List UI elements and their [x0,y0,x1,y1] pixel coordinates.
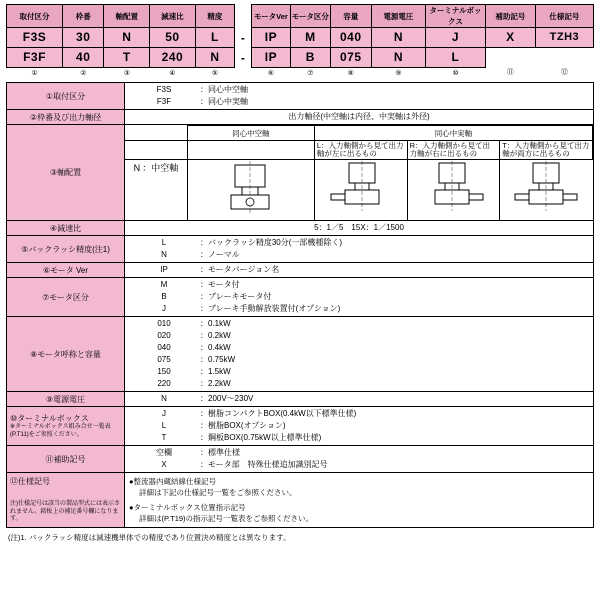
code-row-2 [7,48,594,68]
code-row-1 [7,28,594,48]
code-num-4: ④ [169,69,176,77]
code-dash-2: - [240,50,245,65]
code-value-terminal-2: L [425,48,485,68]
term-val-t: ：鋼板BOX(0.75kW以上標準仕様) [200,433,322,442]
table-row-motor-type [7,278,594,317]
solid-shaft-right-diagram-icon [415,161,491,213]
row-label-shaft: ③軸配置 [7,125,125,221]
code-header-row [7,5,594,28]
code-header-motor-type: モータ区分 [291,5,330,28]
axis-drawing-row [125,160,593,221]
axis-symbol-label: ：中空軸 [142,163,179,173]
voltage-val-n: ：200V〜230V [200,394,254,403]
cap-val-020: ：0.2kW [200,331,231,340]
axis-arrangement-table [125,125,593,220]
code-dash-1: - [240,30,245,45]
code-header-shaft: 軸配置 [104,5,150,28]
row-label-ratio: ④減速比 [7,221,125,236]
code-value-voltage-1: N [371,28,425,48]
code-value-motor-type-1: M [291,28,330,48]
code-num-11: ⑪ [506,69,514,77]
axis-drawing-left [314,160,407,221]
code-value-frame-1: 30 [63,28,104,48]
cap-key-150: 150 [157,367,171,376]
axis-header-hollow: 同心中空軸 [187,126,314,141]
code-header-terminal-box: ターミナルボックス [425,5,485,28]
mount-val-f3f: ：同心中実軸 [200,97,248,106]
backlash-key-n: N [161,250,167,259]
cap-key-040: 040 [157,343,171,352]
cap-val-010: ：0.1kW [200,319,231,328]
row-label-spec [7,473,125,528]
axis-note-right: R：入力軸側から見て出力軸が右に出るもの [407,141,500,160]
table-row-motor-ver [7,263,594,278]
code-value-ratio-1: 50 [150,28,196,48]
code-value-motor-ver-1: IP [251,28,290,48]
row-label-backlash: ⑤バックラッシ精度(注1) [7,236,125,263]
cap-key-075: 075 [157,355,171,364]
axis-note-left: L：入力軸側から見て出力軸が左に出るもの [314,141,407,160]
row-value-motor-ver [125,263,594,278]
aux-val-x: ：モータ部 特殊仕様追加識別記号 [200,460,328,469]
cap-val-075: ：0.75kW [200,355,236,364]
code-header-frame: 枠番 [63,5,104,28]
code-value-spec-2 [535,48,593,68]
solid-shaft-left-diagram-icon [323,161,399,213]
axis-drawing-hollow [187,160,314,221]
row-label-motor-ver: ⑥モータ Ver [7,263,125,278]
code-value-terminal-1: J [425,28,485,48]
table-row-ratio [7,221,594,236]
row-label-motor-type: ⑦モータ区分 [7,278,125,317]
spec-bullet-2-title: ●ターミナルボックス位置指示記号 [129,503,246,512]
table-row-shaft [7,125,594,221]
row-label-frame: ②枠番及び出力軸径 [7,110,125,125]
code-value-shaft-2: T [104,48,150,68]
axis-note-row [125,141,593,160]
code-value-mount-2: F3F [7,48,63,68]
mount-key-f3s: F3S [156,85,172,94]
code-value-motor-ver-2: IP [251,48,290,68]
ratio-val: 5：1／5 15X：1／1500 [314,223,404,232]
code-value-aux-1: X [486,28,536,48]
axis-note-both: T：入力軸側から見て出力軸が両方に出るもの [500,141,593,160]
cap-val-150: ：1.5kW [200,367,231,376]
code-header-capacity: 容量 [330,5,371,28]
terminal-label-note: ※ターミナルボックス組み合せ一覧表(P.T11)をご参照ください。 [10,424,111,438]
motortype-val-j: ：ブレーキ手動解放装置付(オプション) [200,304,341,313]
motortype-key-b: B [161,292,167,301]
row-value-frame [125,110,594,125]
term-val-j: ：樹脂コンパクトBOX(0.4kW以下標準仕様) [200,409,357,418]
code-header-voltage: 電源電圧 [371,5,425,28]
table-row-frame [7,110,594,125]
spec-bullet-2-detail: 詳細は(P.T19)の指示記号一覧表をご参照ください。 [139,514,314,523]
term-key-t: T [161,433,167,442]
code-num-6: ⑥ [267,69,275,77]
aux-val-blank: ：標準仕様 [200,448,240,457]
table-row-voltage [7,392,594,407]
code-num-8: ⑧ [347,69,354,77]
code-value-frame-2: 40 [63,48,104,68]
cap-key-020: 020 [157,331,171,340]
row-value-motor-type [125,278,594,317]
table-row-mount [7,83,594,110]
footnote: (注)1. バックラッシ精度は減速機単体での精度であり位置決め精度とは異なります。 [8,533,291,542]
row-label-voltage: ⑨電源電圧 [7,392,125,407]
axis-note-hollow-blank [187,141,314,160]
spec-bullet-1-title: ●整流器内蔵結線仕様記号 [129,477,217,486]
motorver-val-ip: ：モータバージョン名 [200,265,280,274]
code-builder-table [6,4,594,79]
code-number-row [7,68,594,80]
spec-description-table [0,79,600,528]
code-num-7: ⑦ [307,69,314,77]
row-label-terminal-box [7,407,125,446]
table-row-backlash [7,236,594,263]
axis-symbol-cell [125,160,187,221]
axis-header-row [125,126,593,141]
motorver-key-ip: IP [160,265,168,274]
row-label-mount: ①取付区分 [7,83,125,110]
voltage-key-n: N [161,394,167,403]
row-value-voltage [125,392,594,407]
code-header-accuracy: 精度 [195,5,234,28]
code-value-capacity-2: 075 [330,48,371,68]
code-builder [0,0,600,79]
backlash-val-n: ：ノーマル [200,250,240,259]
row-value-mount [125,83,594,110]
axis-note-blank [125,141,187,160]
code-header-spec: 仕様記号 [535,5,593,28]
code-num-9: ⑨ [395,69,402,77]
code-num-12: ⑫ [560,69,568,77]
code-header-ratio: 減速比 [150,5,196,28]
code-header-aux: 補助記号 [486,5,536,28]
code-num-1: ① [31,69,38,77]
row-label-capacity: ⑧モータ呼称と容量 [7,317,125,392]
code-num-gap [235,68,252,80]
axis-drawing-both [500,160,593,221]
code-value-mount-1: F3S [7,28,63,48]
spec-label-note: 注)仕様記号は該当の製品型式には表示されません。銘板上の補足番号欄になります。 [10,501,120,523]
cap-key-220: 220 [157,379,171,388]
solid-shaft-both-diagram-icon [504,161,588,213]
row-value-backlash [125,236,594,263]
term-key-l: L [161,421,167,430]
spec-label-main: ⑫仕様記号 [10,477,50,487]
code-num-2: ② [80,69,87,77]
cap-val-220: ：2.2kW [200,379,231,388]
motortype-key-m: M [160,280,168,289]
table-row-aux [7,446,594,473]
cap-val-040: ：0.4kW [200,343,231,352]
aux-key-blank: 空欄 [156,448,172,457]
code-num-3: ③ [123,69,130,77]
row-value-spec [125,473,594,528]
row-value-ratio [125,221,594,236]
term-val-l: ：樹脂BOX(オプション) [200,421,286,430]
code-value-capacity-1: 040 [330,28,371,48]
code-header-mount: 取付区分 [7,5,63,28]
motortype-key-j: J [162,304,166,313]
motortype-val-b: ：ブレーキモータ付 [200,292,272,301]
mount-key-f3f: F3F [156,97,172,106]
code-value-shaft-1: N [104,28,150,48]
axis-symbol: N [133,163,141,173]
axis-header-blank [125,126,187,141]
axis-header-solid: 同心中実軸 [314,126,592,141]
code-value-spec-1: TZH3 [535,28,593,48]
table-row-spec [7,473,594,528]
code-value-motor-type-2: B [291,48,330,68]
backlash-val-l: ：バックラッシ精度30分(一部機種除く) [200,238,343,247]
code-header-motor-ver: モータVer [251,5,290,28]
hollow-shaft-diagram-icon [209,161,293,213]
code-value-accuracy-1: L [195,28,234,48]
row-label-aux: ⑪補助記号 [7,446,125,473]
row-value-aux [125,446,594,473]
row-value-capacity [125,317,594,392]
row-value-terminal-box [125,407,594,446]
code-num-5: ⑤ [211,69,219,77]
code-value-voltage-2: N [371,48,425,68]
row-value-shaft [125,125,594,221]
code-value-ratio-2: 240 [150,48,196,68]
frame-val: 出力軸径(中空軸は内径、中実軸は外径) [288,112,430,121]
aux-key-x: X [161,460,167,469]
code-header-gap [235,5,252,28]
backlash-key-l: L [161,238,167,247]
code-num-10: ⑩ [452,69,459,77]
code-value-aux-2 [486,48,536,68]
cap-key-010: 010 [157,319,171,328]
motortype-val-m: ：モータ付 [200,280,240,289]
table-row-terminal-box [7,407,594,446]
code-value-accuracy-2: N [195,48,234,68]
spec-bullet-1-detail: 詳細は下記の仕様記号一覧をご参照ください。 [139,488,297,497]
table-row-capacity [7,317,594,392]
mount-val-f3s: ：同心中空軸 [200,85,248,94]
terminal-label-main: ⑩ターミナルボックス [10,414,89,423]
axis-drawing-right [407,160,500,221]
term-key-j: J [162,409,166,418]
